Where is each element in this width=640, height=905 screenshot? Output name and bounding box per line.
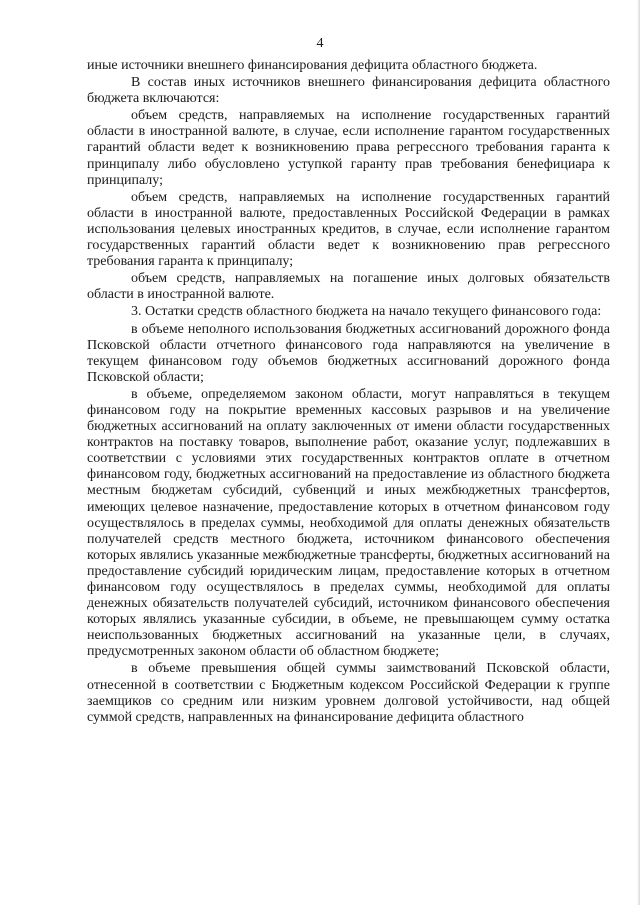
paragraph-guarantees-rf: объем средств, направляемых на исполнение государственных гарантий области в иностранной валюте, предоставленных Российской Федерации в рамках использования целевых иностранных кредитов, в случае, если исполнение гарантом государственных гарантий области ведет к возникновению прав регрессного требования гаранта к принципалу; — [87, 189, 610, 270]
paragraph-continuation: иные источники внешнего финансирования дефицита областного бюджета. — [87, 58, 538, 73]
paragraph-guarantees-foreign: объем средств, направляемых на исполнение государственных гарантий области в иностранной валюте, в случае, если исполнение гарантом государственных гарантий области ведет к возникновению права регрессного требования гаранта к принципалу либо обусловлено уступкой гаранту прав требования бенефициара к принципалу; — [87, 108, 610, 188]
paragraph-debt-repayment: объем средств, направляемых на погашение иных долговых обязательств области в иностранной валюте. — [87, 271, 610, 303]
paragraph-law-determined: в объеме, определяемом законом области, могут направляться в текущем финансовом году на покрытие временных кассовых разрывов и на увеличение бюджетных ассигнований на оплату заключенных от имени области государственных контрактов на поставку товаров, выполнение работ, оказание услуг, подлежавших в соответствии с условиями этих государственных контрактов оплате в отчетном финансовом году, бюджетных ассигнований на предоставление из областного бюджета местным бюджетам субсидий, субвенций и иных межбюджетных трансфертов, имеющих целевое назначение, предоставление которых в отчетном финансовом году осуществлялось в пределах суммы, необходимой для оплаты денежных обязательств получателей средств местного бюджета, источником финансового обеспечения которых являлись указанные межбюджетные трансферты, бюджетных ассигнований на предоставление субсидий юридическим лицам, предоставление которых в отчетном финансовом году осуществлялось в пределах суммы, необходимой для оплаты денежных обязательств получателей субсидий, источником финансового обеспечения которых являлись указанные субсидии, в объеме, не превышающем сумму остатка неиспользованных бюджетных ассигнований на указанные цели, в случаях, предусмотренных законом области об областном бюджете; — [87, 386, 610, 660]
paragraph-road-fund: в объеме неполного использования бюджетных ассигнований дорожного фонда Псковской области отчетного финансового года направляются на увеличение в текущем финансовом году объемов бюджетных ассигнований дорожного фонда Псковской области; — [87, 321, 610, 385]
document-body — [87, 58, 610, 727]
paragraph-sources-intro: В состав иных источников внешнего финансирования дефицита областного бюджета включаются: — [87, 75, 610, 107]
page-number: 4 — [316, 36, 324, 51]
paragraph-section-3: 3. Остатки средств областного бюджета на начало текущего финансового года: — [131, 304, 602, 320]
paragraph-borrowings: в объеме превышения общей суммы заимствований Псковской области, отнесенной в соответствии с Бюджетным кодексом Российской Федерации к группе заемщиков со средним или низким уровнем долговой устойчивости, над общей суммой средств, направленных на финансирование дефицита областного — [87, 661, 610, 725]
